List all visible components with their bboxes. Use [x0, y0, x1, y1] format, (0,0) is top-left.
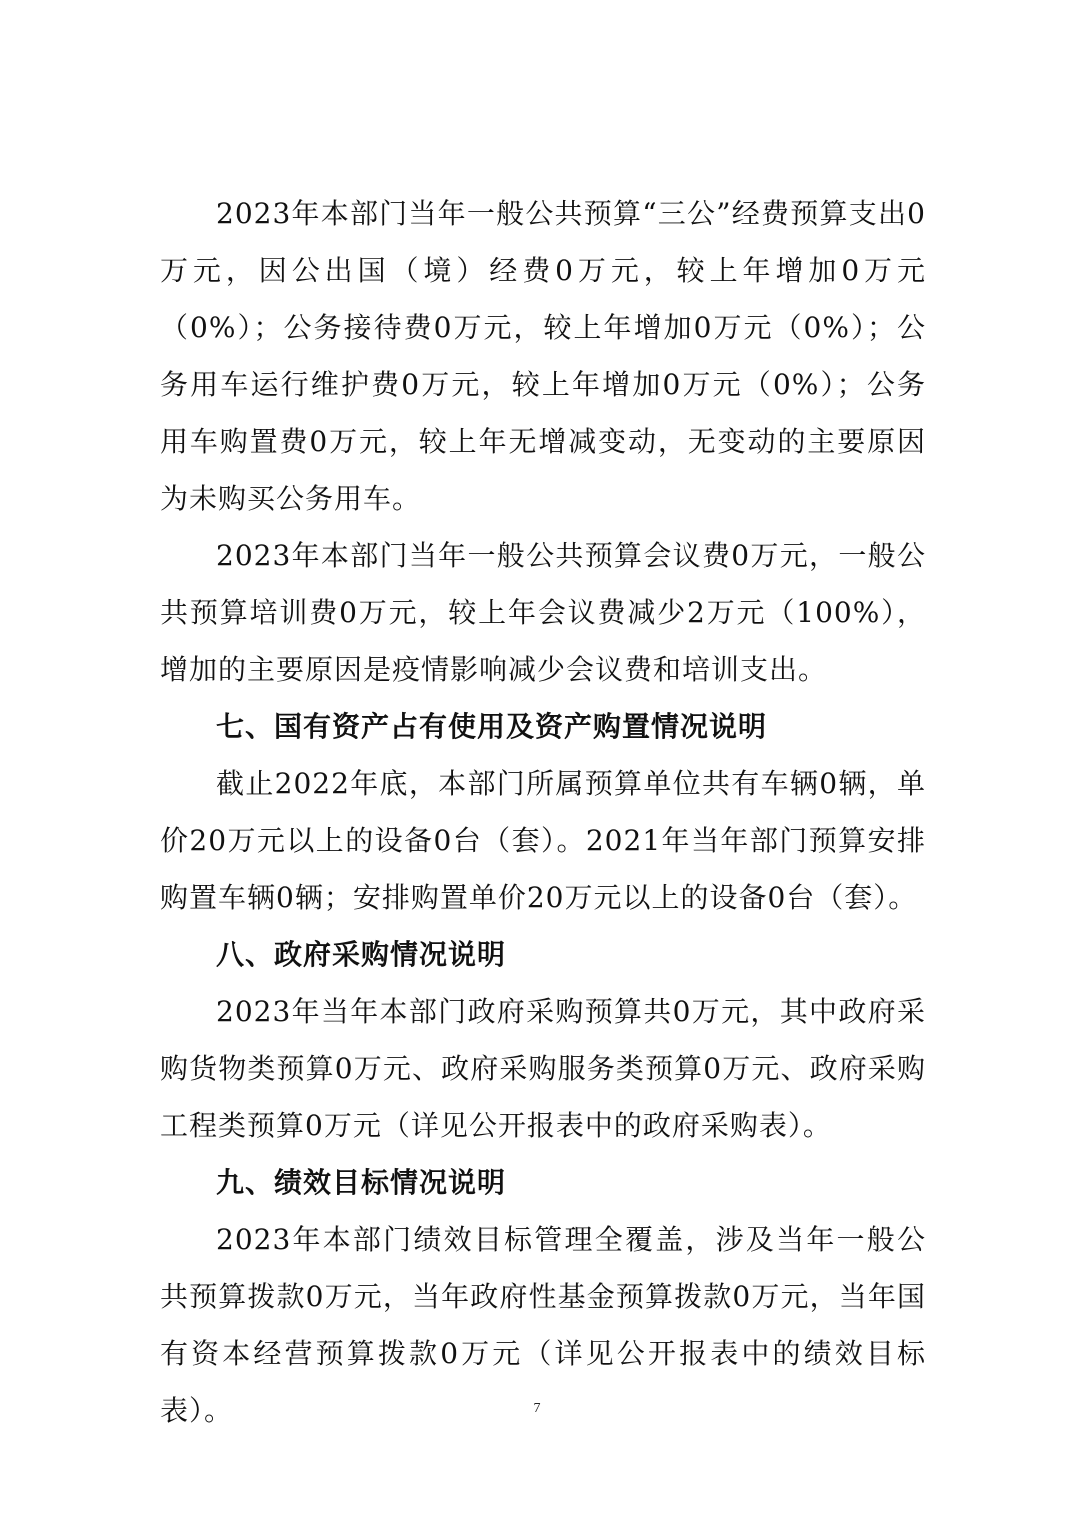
- document-body: [160, 185, 926, 1439]
- paragraph-sangong-budget: 2023年本部门当年一般公共预算“三公”经费预算支出0万元，因公出国（境）经费0万元，较上年增加0万元（0%）；公务接待费0万元，较上年增加0万元（0%）；公务用车运行维护费0万元，较上年增加0万元（0%）；公务用车购置费0万元，较上年无增减变动，无变动的主要原因为未购买公务用车。: [160, 197, 926, 515]
- paragraph-meeting-training-budget: 2023年本部门当年一般公共预算会议费0万元，一般公共预算培训费0万元，较上年会议费减少2万元（100%），增加的主要原因是疫情影响减少会议费和培训支出。: [160, 539, 926, 686]
- paragraph-procurement: 2023年当年本部门政府采购预算共0万元，其中政府采购货物类预算0万元、政府采购服务类预算0万元、政府采购工程类预算0万元（详见公开报表中的政府采购表）。: [160, 995, 926, 1142]
- section-heading-performance: 九、绩效目标情况说明: [216, 1166, 507, 1199]
- paragraph-performance: 2023年本部门绩效目标管理全覆盖，涉及当年一般公共预算拨款0万元，当年政府性基金预算拨款0万元，当年国有资本经营预算拨款0万元（详见公开报表中的绩效目标表）。: [160, 1223, 926, 1427]
- section-heading-procurement: 八、政府采购情况说明: [216, 938, 507, 971]
- section-heading-assets: 七、国有资产占有使用及资产购置情况说明: [216, 710, 768, 743]
- page-number: 7: [533, 1401, 541, 1416]
- paragraph-assets: 截止2022年底，本部门所属预算单位共有车辆0辆，单价20万元以上的设备0台（套）。2021年当年部门预算安排购置车辆0辆；安排购置单价20万元以上的设备0台（套）。: [160, 767, 926, 914]
